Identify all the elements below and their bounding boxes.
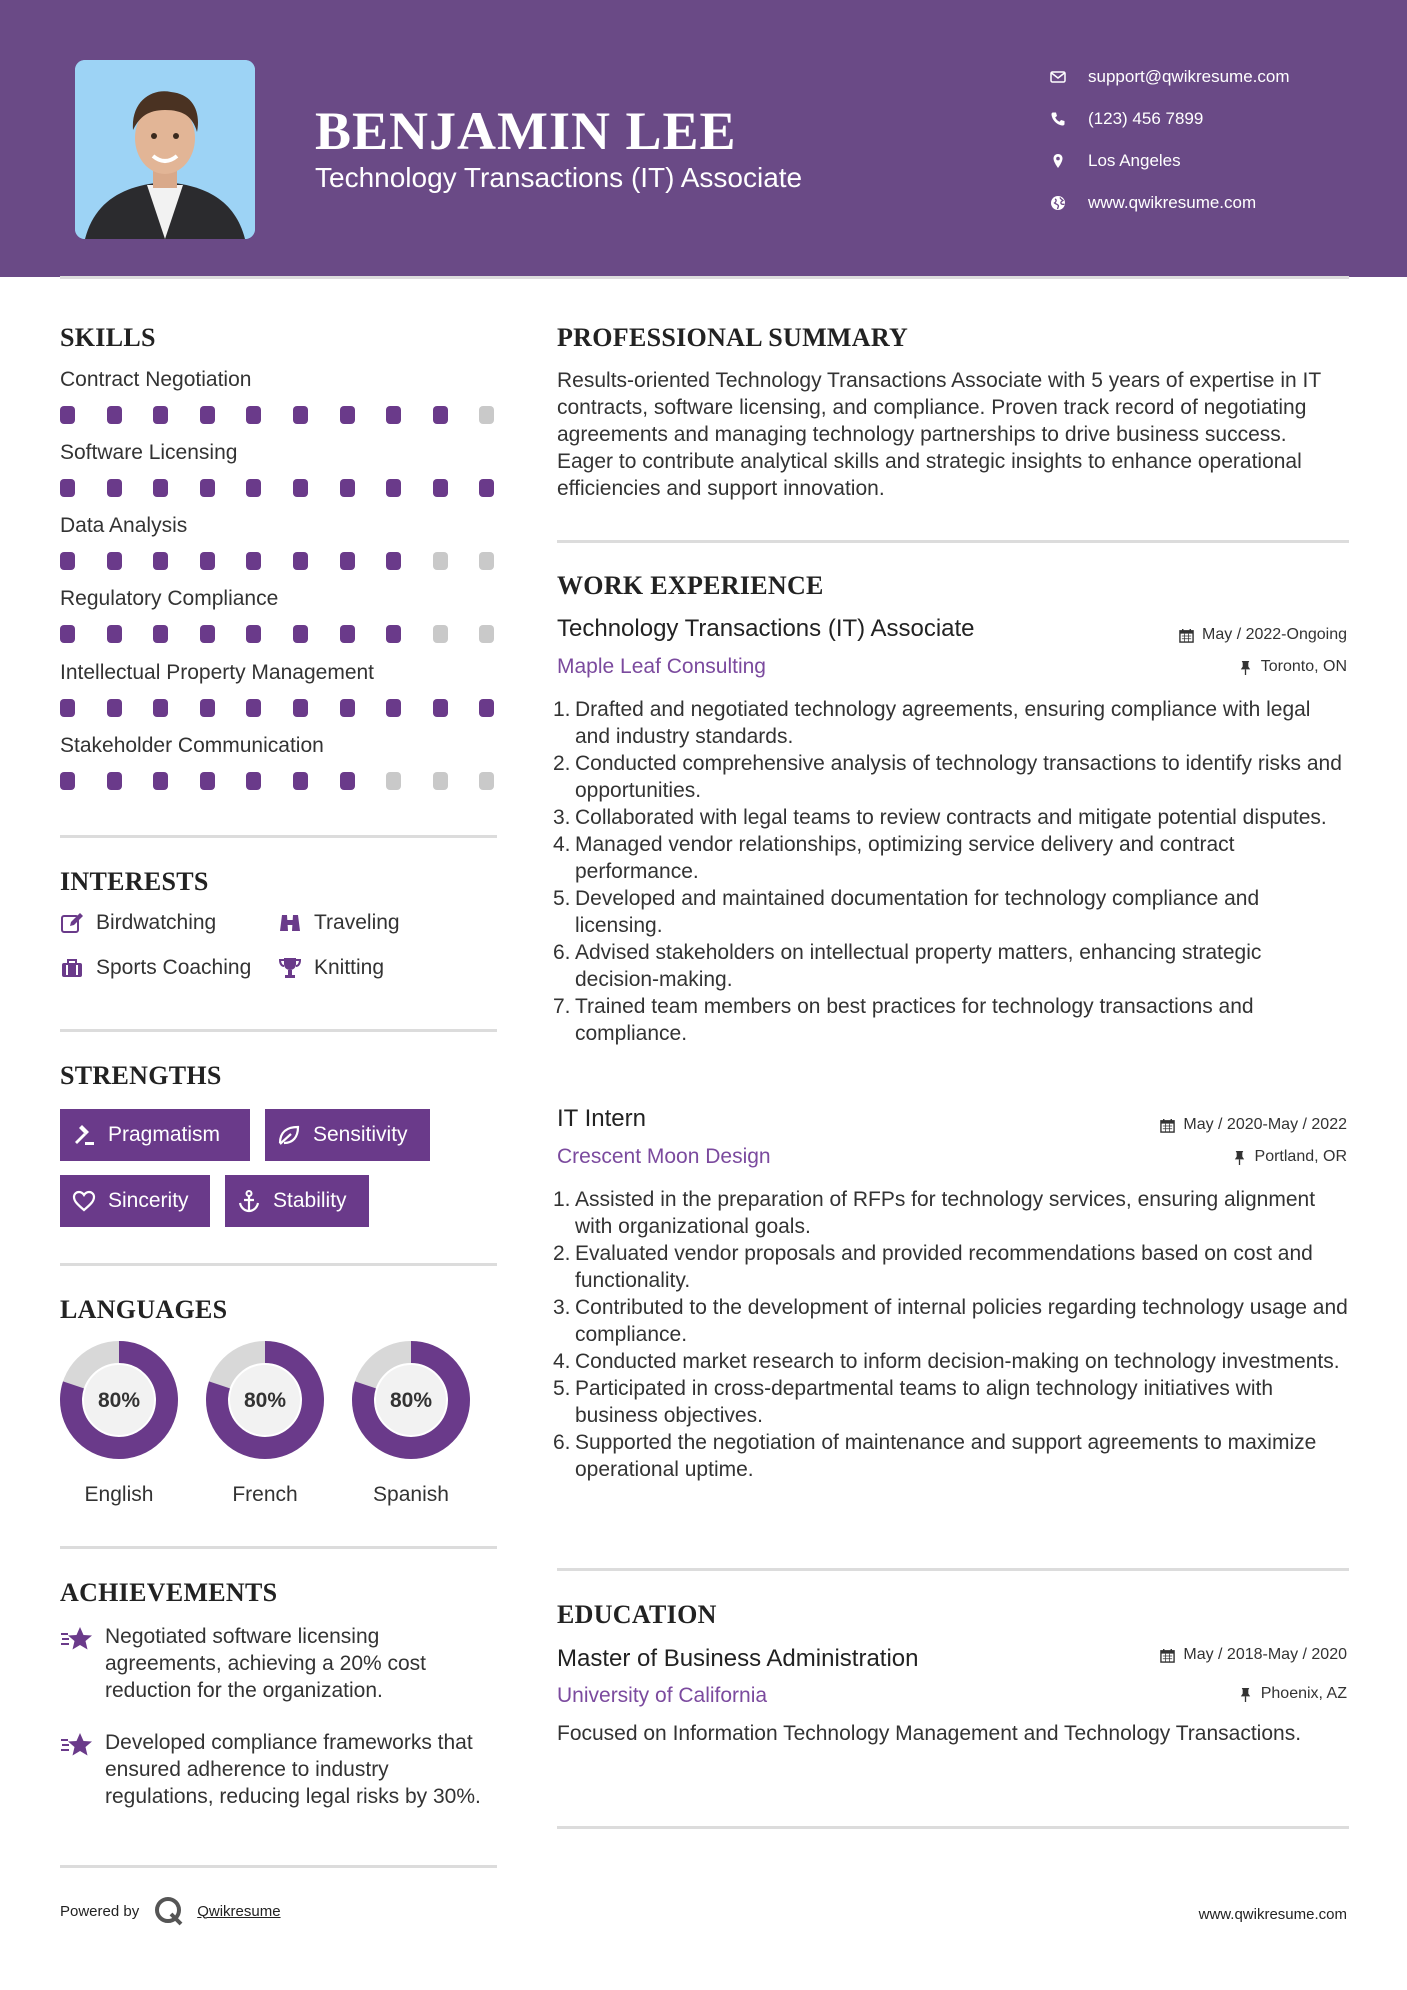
rating-dot-filled xyxy=(246,406,261,424)
job-bullet: 1. Drafted and negotiated technology agreements, ensuring compliance with legal and industry standards. xyxy=(553,698,1311,748)
job-dates-text: May / 2022-Ongoing xyxy=(1202,626,1347,643)
rating-dot-filled xyxy=(340,625,355,643)
rating-dot-filled xyxy=(200,699,215,717)
contact-location-text: Los Angeles xyxy=(1088,151,1181,170)
qwikresume-logo-icon xyxy=(153,1895,185,1927)
rating-dot-empty xyxy=(479,552,494,570)
rating-dot-filled xyxy=(386,699,401,717)
rating-dot-filled xyxy=(246,552,261,570)
skills-divider xyxy=(60,835,497,838)
rating-dot-filled xyxy=(107,772,122,790)
language-item xyxy=(59,1340,179,1507)
education-location-text: Phoenix, AZ xyxy=(1260,1685,1347,1702)
skill-name: Stakeholder Communication xyxy=(60,734,324,757)
language-donut xyxy=(351,1340,471,1460)
job-bullets xyxy=(553,696,1349,1047)
interest-label: Birdwatching xyxy=(96,911,217,934)
rating-dot-filled xyxy=(200,406,215,424)
rating-dot-filled xyxy=(60,479,75,497)
rating-dot-filled xyxy=(60,552,75,570)
rating-dot-filled xyxy=(479,479,494,497)
skill-rating xyxy=(60,699,500,723)
strength-label: Pragmatism xyxy=(108,1123,221,1146)
summary-divider xyxy=(557,540,1349,543)
skill-rating xyxy=(60,406,500,430)
rating-dot-filled xyxy=(107,699,122,717)
achievement-item xyxy=(60,1729,500,1810)
skill-name: Data Analysis xyxy=(60,514,188,537)
job-company: Maple Leaf Consulting xyxy=(557,655,766,678)
contact-location xyxy=(1050,140,1290,182)
achievement-item xyxy=(60,1623,500,1704)
summary-text: Results-oriented Technology Transactions Associate with 5 years of expertise in IT contracts, software licensing, and compliance. Proven track record of negotiating agreements and managing technology partnerships to drive business success. Eager to contribute analytical skills and strategic insights to enhance operational efficiencies and support innovation. xyxy=(557,369,1321,500)
language-name: English xyxy=(84,1483,154,1506)
star-icon xyxy=(60,1729,105,1810)
star-icon xyxy=(60,1623,105,1704)
strength-badge xyxy=(265,1109,430,1161)
education-dates-text: May / 2018-May / 2020 xyxy=(1183,1646,1347,1663)
job-bullet: 4. Conducted market research to inform decision-making on technology investments. xyxy=(553,1350,1340,1373)
achievement-text: Developed compliance frameworks that ensured adherence to industry regulations, reducing legal risks by 30%. xyxy=(105,1731,481,1808)
job-bullet: 6. Advised stakeholders on intellectual property matters, enhancing strategic decision-making. xyxy=(553,941,1262,991)
leaf-icon xyxy=(277,1123,301,1147)
footer-powered-by xyxy=(60,1895,281,1927)
calendar-icon xyxy=(1179,628,1194,643)
skill-item xyxy=(60,368,500,430)
languages-divider xyxy=(60,1546,497,1549)
education-heading: EDUCATION xyxy=(557,1600,717,1629)
profile-photo xyxy=(75,60,255,239)
trophy-icon xyxy=(278,956,314,980)
interest-item xyxy=(278,911,400,935)
skill-rating xyxy=(60,479,500,503)
skill-rating xyxy=(60,552,500,576)
rating-dot-filled xyxy=(153,479,168,497)
job-dates xyxy=(1160,1116,1347,1134)
rating-dot-filled xyxy=(386,552,401,570)
envelope-icon xyxy=(1050,69,1088,85)
language-name: Spanish xyxy=(373,1483,449,1506)
job-location xyxy=(1238,658,1347,676)
rating-dot-filled xyxy=(340,479,355,497)
job-bullet: 2. Conducted comprehensive analysis of technology transactions to identify risks and opportunities. xyxy=(553,752,1342,802)
rating-dot-filled xyxy=(340,699,355,717)
resume-header xyxy=(0,0,1407,277)
strength-label: Sensitivity xyxy=(313,1123,408,1146)
rating-dot-filled xyxy=(200,625,215,643)
education-dates xyxy=(1160,1646,1347,1664)
languages-heading: LANGUAGES xyxy=(60,1295,228,1324)
job-bullet: 3. Collaborated with legal teams to review contracts and mitigate potential disputes. xyxy=(553,806,1327,829)
skill-item xyxy=(60,441,500,503)
map-pin-icon xyxy=(1050,153,1088,169)
rating-dot-filled xyxy=(293,699,308,717)
rating-dot-filled xyxy=(386,406,401,424)
skill-item xyxy=(60,661,500,723)
job-location xyxy=(1232,1148,1347,1166)
rating-dot-filled xyxy=(107,552,122,570)
rating-dot-filled xyxy=(200,772,215,790)
education-description: Focused on Information Technology Management and Technology Transactions. xyxy=(557,1722,1302,1745)
gavel-icon xyxy=(72,1123,96,1147)
anchor-icon xyxy=(237,1189,261,1213)
skill-rating xyxy=(60,772,500,796)
rating-dot-filled xyxy=(293,625,308,643)
rating-dot-filled xyxy=(293,479,308,497)
skill-name: Intellectual Property Management xyxy=(60,661,375,684)
rating-dot-filled xyxy=(246,625,261,643)
language-percent: 80% xyxy=(97,1389,141,1412)
brand-link[interactable]: Qwikresume xyxy=(197,1902,281,1920)
edit-icon xyxy=(60,911,96,935)
strengths-divider xyxy=(60,1263,497,1266)
rating-dot-filled xyxy=(340,406,355,424)
interest-item xyxy=(278,956,384,980)
interest-label: Knitting xyxy=(314,956,385,979)
pushpin-icon xyxy=(1238,660,1253,675)
contact-email-text: support@qwikresume.com xyxy=(1088,67,1290,86)
summary-heading: PROFESSIONAL SUMMARY xyxy=(557,323,909,352)
skill-item xyxy=(60,587,500,649)
rating-dot-filled xyxy=(340,772,355,790)
interests-divider xyxy=(60,1029,497,1032)
strength-badge xyxy=(60,1175,210,1227)
rating-dot-filled xyxy=(107,406,122,424)
header-divider xyxy=(60,276,1349,279)
job-title: Technology Transactions (IT) Associate xyxy=(557,615,975,642)
rating-dot-empty xyxy=(433,772,448,790)
rating-dot-filled xyxy=(433,479,448,497)
rating-dot-empty xyxy=(433,625,448,643)
rating-dot-filled xyxy=(246,772,261,790)
language-item xyxy=(351,1340,471,1507)
rating-dot-filled xyxy=(200,479,215,497)
skill-name: Software Licensing xyxy=(60,441,238,464)
strength-label: Stability xyxy=(273,1189,347,1212)
rating-dot-filled xyxy=(293,406,308,424)
rating-dot-filled xyxy=(433,699,448,717)
rating-dot-filled xyxy=(153,406,168,424)
language-percent: 80% xyxy=(389,1389,433,1412)
strength-label: Sincerity xyxy=(108,1189,189,1212)
phone-icon xyxy=(1050,111,1088,127)
candidate-title: Technology Transactions (IT) Associate xyxy=(315,162,803,193)
rating-dot-filled xyxy=(200,552,215,570)
strengths-heading: STRENGTHS xyxy=(60,1061,222,1090)
language-donut xyxy=(59,1340,179,1460)
language-donut xyxy=(205,1340,325,1460)
education-location xyxy=(1238,1685,1347,1703)
interest-item xyxy=(60,911,216,935)
rating-dot-filled xyxy=(107,625,122,643)
job-dates-text: May / 2020-May / 2022 xyxy=(1183,1116,1347,1133)
rating-dot-empty xyxy=(433,552,448,570)
rating-dot-filled xyxy=(107,479,122,497)
footer-website[interactable]: www.qwikresume.com xyxy=(1198,1906,1347,1923)
binoculars-icon xyxy=(278,911,314,935)
rating-dot-empty xyxy=(479,772,494,790)
rating-dot-filled xyxy=(293,552,308,570)
rating-dot-filled xyxy=(153,552,168,570)
rating-dot-filled xyxy=(60,625,75,643)
experience-divider xyxy=(557,1568,1349,1571)
globe-icon xyxy=(1050,195,1088,211)
rating-dot-filled xyxy=(340,552,355,570)
strength-badge xyxy=(225,1175,369,1227)
language-name: French xyxy=(232,1483,298,1506)
education-degree: Master of Business Administration xyxy=(557,1645,919,1672)
rating-dot-empty xyxy=(386,772,401,790)
job-dates xyxy=(1179,626,1347,644)
pushpin-icon xyxy=(1232,1150,1247,1165)
interests-heading: INTERESTS xyxy=(60,867,209,896)
education-divider xyxy=(557,1826,1349,1829)
contact-website[interactable] xyxy=(1050,182,1290,224)
calendar-icon xyxy=(1160,1648,1175,1663)
job-bullet: 5. Developed and maintained documentation for technology compliance and licensing. xyxy=(553,887,1260,937)
rating-dot-filled xyxy=(153,772,168,790)
language-item xyxy=(205,1340,325,1507)
rating-dot-filled xyxy=(246,479,261,497)
job-bullet: 7. Trained team members on best practices for technology transactions and compliance. xyxy=(553,995,1254,1045)
skill-name: Regulatory Compliance xyxy=(60,587,279,610)
briefcase-icon xyxy=(60,956,96,980)
job-location-text: Toronto, ON xyxy=(1260,658,1347,675)
job-location-text: Portland, OR xyxy=(1254,1148,1347,1165)
rating-dot-filled xyxy=(246,699,261,717)
job-company: Crescent Moon Design xyxy=(557,1145,771,1168)
heart-icon xyxy=(72,1189,96,1213)
achievement-text: Negotiated software licensing agreements, achieving a 20% cost reduction for the organization. xyxy=(105,1625,427,1702)
rating-dot-filled xyxy=(60,406,75,424)
calendar-icon xyxy=(1160,1118,1175,1133)
rating-dot-filled xyxy=(60,699,75,717)
rating-dot-empty xyxy=(479,406,494,424)
job-title: IT Intern xyxy=(557,1105,646,1132)
language-percent: 80% xyxy=(243,1389,287,1412)
skills-heading: SKILLS xyxy=(60,323,156,352)
powered-by-text: Powered by xyxy=(60,1902,140,1920)
education-school: University of California xyxy=(557,1684,768,1707)
contact-phone-text: (123) 456 7899 xyxy=(1088,109,1204,128)
skill-item xyxy=(60,734,500,796)
job-bullet: 4. Managed vendor relationships, optimizing service delivery and contract performance. xyxy=(553,833,1235,883)
skill-rating xyxy=(60,625,500,649)
job-bullet: 2. Evaluated vendor proposals and provided recommendations based on cost and functionality. xyxy=(553,1242,1313,1292)
job-bullet: 3. Contributed to the development of internal policies regarding technology usage and compliance. xyxy=(553,1296,1348,1346)
job-bullet: 6. Supported the negotiation of maintenance and support agreements to maximize operational uptime. xyxy=(553,1431,1317,1481)
job-bullet: 5. Participated in cross-departmental teams to align technology initiatives with business objectives. xyxy=(553,1377,1274,1427)
rating-dot-filled xyxy=(433,406,448,424)
candidate-name: BENJAMIN LEE xyxy=(315,101,737,161)
interest-item xyxy=(60,956,251,980)
experience-heading: WORK EXPERIENCE xyxy=(557,571,824,600)
contact-email[interactable] xyxy=(1050,56,1290,98)
rating-dot-filled xyxy=(60,772,75,790)
job-bullets xyxy=(553,1186,1349,1483)
rating-dot-filled xyxy=(153,625,168,643)
strength-badge xyxy=(60,1109,250,1161)
achievements-divider xyxy=(60,1865,497,1868)
rating-dot-filled xyxy=(153,699,168,717)
contact-list xyxy=(1050,56,1290,224)
contact-website-text: www.qwikresume.com xyxy=(1088,193,1257,212)
rating-dot-filled xyxy=(386,625,401,643)
job-bullet: 1. Assisted in the preparation of RFPs for technology services, ensuring alignment with organizational goals. xyxy=(553,1188,1316,1238)
rating-dot-filled xyxy=(293,772,308,790)
interest-label: Traveling xyxy=(314,911,400,934)
skill-item xyxy=(60,514,500,576)
rating-dot-filled xyxy=(386,479,401,497)
skill-name: Contract Negotiation xyxy=(60,368,252,391)
pushpin-icon xyxy=(1238,1687,1253,1702)
achievements-heading: ACHIEVEMENTS xyxy=(60,1578,278,1607)
interest-label: Sports Coaching xyxy=(96,956,252,979)
contact-phone[interactable] xyxy=(1050,98,1290,140)
rating-dot-filled xyxy=(479,699,494,717)
rating-dot-empty xyxy=(479,625,494,643)
